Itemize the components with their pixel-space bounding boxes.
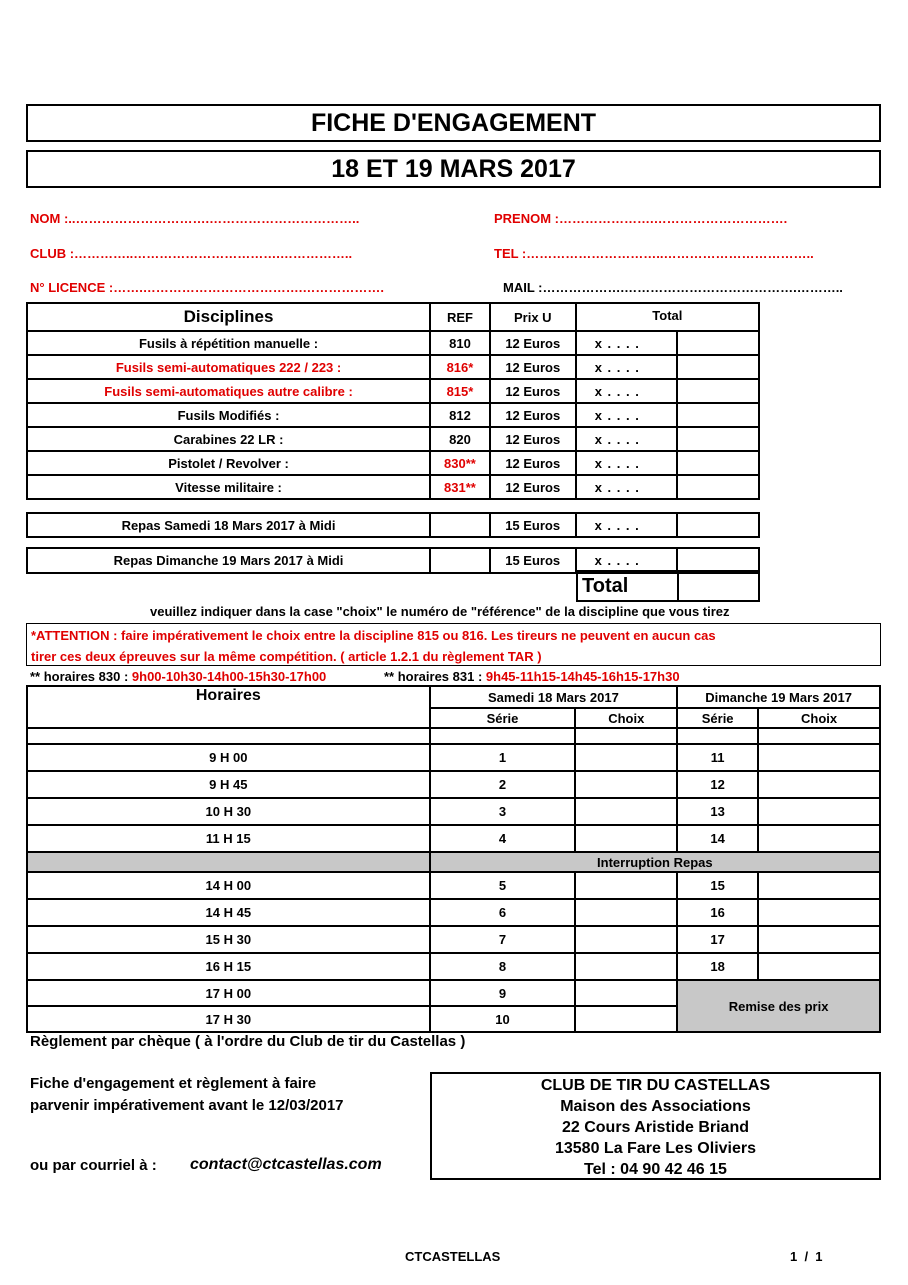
schedule-row [27,798,880,825]
schedule-row [27,744,880,771]
fiche-line-1: Fiche d'engagement et règlement à faire [30,1075,317,1092]
dimanche-choix[interactable] [758,771,880,798]
horaires-830-value: 9h00-10h30-14h00-15h30-17h00 [128,669,327,684]
discipline-ref: 815* [430,379,490,403]
dimanche-serie: 16 [677,899,758,926]
address-line-3: 22 Cours Aristide Briand [561,1119,749,1136]
mail-field[interactable]: MAIL :……………….………………………………….……….. [503,280,843,295]
prenom-field[interactable]: PRENOM :………………….…………………………. [494,211,788,226]
repas-samedi-total[interactable] [677,513,759,537]
discipline-qty[interactable]: x . . . . [576,403,678,427]
courriel-label: ou par courriel à : [30,1157,157,1174]
discipline-total[interactable] [677,403,759,427]
schedule-row [27,899,880,926]
discipline-price: 12 Euros [490,379,576,403]
dimanche-serie: 11 [677,744,758,771]
discipline-total[interactable] [677,475,759,499]
dimanche-choix[interactable] [758,899,880,926]
samedi-serie: 7 [430,926,576,953]
tel-field[interactable]: TEL :…………………………..…………………………….. [494,246,814,261]
interruption-row [27,852,880,872]
samedi-choix[interactable] [575,825,677,852]
discipline-total[interactable] [677,427,759,451]
samedi-choix[interactable] [575,980,677,1006]
attention-line-2: tirer ces deux épreuves sur la même compétition. ( article 1.2.1 du règlement TAR ) [31,649,542,664]
licence-field[interactable]: N° LICENCE :…….……………………………….………………. [30,280,385,295]
dimanche-choix-header: Choix [758,708,880,728]
interruption-label: Interruption Repas [430,852,880,872]
page-title: FICHE D'ENGAGEMENT [26,104,881,142]
samedi-serie: 10 [430,1006,576,1032]
discipline-price: 12 Euros [490,355,576,379]
spacer-cell [677,728,758,744]
samedi-serie: 9 [430,980,576,1006]
schedule-time: 17 H 30 [27,1006,430,1032]
event-date-title: 18 ET 19 MARS 2017 [26,150,881,188]
attention-line-1: *ATTENTION : faire impérativement le choix entre la discipline 815 ou 816. Les tireurs ne peuvent en aucun cas [31,628,716,643]
dimanche-serie: 15 [677,872,758,899]
spacer-cell [430,728,576,744]
dimanche-choix[interactable] [758,872,880,899]
discipline-qty[interactable]: x . . . . [576,427,678,451]
samedi-choix[interactable] [575,926,677,953]
schedule-spacer-row [27,728,880,744]
repas-dimanche-qty[interactable]: x . . . . [576,548,678,573]
repas-dimanche-label: Repas Dimanche 19 Mars 2017 à Midi [27,548,430,573]
dimanche-serie: 12 [677,771,758,798]
discipline-qty[interactable]: x . . . . [576,379,678,403]
remise-des-prix: Remise des prix [677,980,880,1032]
attention-box [26,623,881,666]
dimanche-serie: 14 [677,825,758,852]
repas-samedi-label: Repas Samedi 18 Mars 2017 à Midi [27,513,430,537]
discipline-ref: 820 [430,427,490,451]
samedi-serie: 3 [430,798,576,825]
samedi-choix[interactable] [575,1006,677,1032]
horaires-header [27,686,430,728]
discipline-price: 12 Euros [490,451,576,475]
discipline-name: Vitesse militaire : [27,475,430,499]
samedi-header: Samedi 18 Mars 2017 [430,686,678,708]
repas-samedi-ref[interactable] [430,513,490,537]
schedule-time: 9 H 00 [27,744,430,771]
discipline-row [27,451,759,475]
dimanche-serie: 13 [677,798,758,825]
total-header: Total [576,303,759,331]
samedi-serie: 1 [430,744,576,771]
discipline-name: Fusils à répétition manuelle : [27,331,430,355]
schedule-time: 15 H 30 [27,926,430,953]
dimanche-choix[interactable] [758,798,880,825]
repas-dimanche-ref[interactable] [430,548,490,573]
discipline-name: Fusils semi-automatiques autre calibre : [27,379,430,403]
samedi-serie: 6 [430,899,576,926]
dimanche-serie: 17 [677,926,758,953]
ref-header: REF [430,303,490,331]
dimanche-choix[interactable] [758,825,880,852]
schedule-row [27,980,880,1006]
samedi-choix[interactable] [575,744,677,771]
address-line-5: Tel : 04 90 42 46 15 [584,1161,727,1178]
price-header: Prix U [490,303,576,331]
dimanche-choix[interactable] [758,953,880,980]
discipline-qty[interactable]: x . . . . [576,355,678,379]
discipline-row [27,379,759,403]
samedi-serie: 2 [430,771,576,798]
schedule-time: 11 H 15 [27,825,430,852]
discipline-total[interactable] [677,379,759,403]
samedi-choix[interactable] [575,771,677,798]
discipline-total[interactable] [677,451,759,475]
discipline-ref: 810 [430,331,490,355]
address-line-1: CLUB DE TIR DU CASTELLAS [540,1077,771,1094]
discipline-price: 12 Euros [490,475,576,499]
discipline-ref: 830** [430,451,490,475]
discipline-name: Fusils semi-automatiques 222 / 223 : [27,355,430,379]
horaires-831-value: 9h45-11h15-14h45-16h15-17h30 [482,669,680,684]
repas-dimanche-price: 15 Euros [490,548,576,573]
samedi-choix[interactable] [575,872,677,899]
horaires-831-label: ** horaires 831 : [384,669,483,684]
discipline-row [27,475,759,499]
samedi-choix[interactable] [575,798,677,825]
discipline-price: 12 Euros [490,427,576,451]
schedule-row [27,953,880,980]
schedule-time: 9 H 45 [27,771,430,798]
reglement-text: Règlement par chèque ( à l'ordre du Club de tir du Castellas ) [30,1033,466,1050]
dimanche-serie: 18 [677,953,758,980]
address-line-2: Maison des Associations [560,1098,751,1115]
repas-samedi-price: 15 Euros [490,513,576,537]
dimanche-choix[interactable] [758,926,880,953]
horaires-header-text: Horaires [195,687,261,704]
discipline-qty[interactable]: x . . . . [576,331,678,355]
schedule-row [27,771,880,798]
instruction-text: veuillez indiquer dans la case "choix" le numéro de "référence" de la discipline que vous tirez [150,604,730,619]
disciplines-header: Disciplines [27,303,430,331]
discipline-price: 12 Euros [490,331,576,355]
repas-samedi-table [26,512,760,538]
schedule-time: 16 H 15 [27,953,430,980]
discipline-row [27,403,759,427]
samedi-serie: 5 [430,872,576,899]
spacer-cell [758,728,880,744]
schedule-row [27,872,880,899]
address-line-4: 13580 La Fare Les Oliviers [554,1140,756,1157]
footer-brand: CTCASTELLAS [405,1249,501,1264]
disciplines-table [26,302,760,500]
schedule-time: 10 H 30 [27,798,430,825]
schedule-time: 14 H 45 [27,899,430,926]
horaires-830-label: ** horaires 830 : [30,669,129,684]
discipline-total[interactable] [677,355,759,379]
discipline-total[interactable] [677,331,759,355]
samedi-serie: 4 [430,825,576,852]
samedi-serie-header: Série [430,708,576,728]
discipline-qty[interactable]: x . . . . [576,451,678,475]
dimanche-header: Dimanche 19 Mars 2017 [677,686,880,708]
repas-samedi-qty[interactable]: x . . . . [576,513,678,537]
fiche-line-2: parvenir impérativement avant le 12/03/2017 [30,1097,344,1114]
page-number: 1 / 1 [790,1249,823,1264]
schedule-row [27,825,880,852]
schedule-time: 17 H 00 [27,980,430,1006]
spacer-cell [27,728,430,744]
discipline-price: 12 Euros [490,403,576,427]
discipline-row [27,355,759,379]
samedi-choix-header: Choix [575,708,677,728]
contact-email[interactable]: contact@ctcastellas.com [190,1156,382,1173]
club-address-box [430,1072,881,1180]
discipline-ref: 812 [430,403,490,427]
discipline-ref: 831** [430,475,490,499]
schedule-table [26,685,881,1033]
horaires-831-note [384,669,680,684]
horaires-830-note [30,669,326,684]
discipline-row [27,427,759,451]
schedule-time: 14 H 00 [27,872,430,899]
discipline-ref: 816* [430,355,490,379]
interruption-blank [27,852,430,872]
spacer-cell [575,728,677,744]
grand-total-table [576,570,760,602]
samedi-choix[interactable] [575,899,677,926]
dimanche-serie-header: Série [677,708,758,728]
discipline-qty[interactable]: x . . . . [576,475,678,499]
discipline-name: Pistolet / Revolver : [27,451,430,475]
discipline-row [27,331,759,355]
samedi-choix[interactable] [575,953,677,980]
grand-total-label: Total [577,571,678,601]
dimanche-choix[interactable] [758,744,880,771]
discipline-name: Fusils Modifiés : [27,403,430,427]
club-field[interactable]: CLUB :…………..…………………………….…………….. [30,246,353,261]
schedule-row [27,926,880,953]
grand-total-value[interactable] [678,571,759,601]
samedi-serie: 8 [430,953,576,980]
discipline-name: Carabines 22 LR : [27,427,430,451]
nom-field[interactable]: NOM :..………………………….…………………………….. [30,211,360,226]
